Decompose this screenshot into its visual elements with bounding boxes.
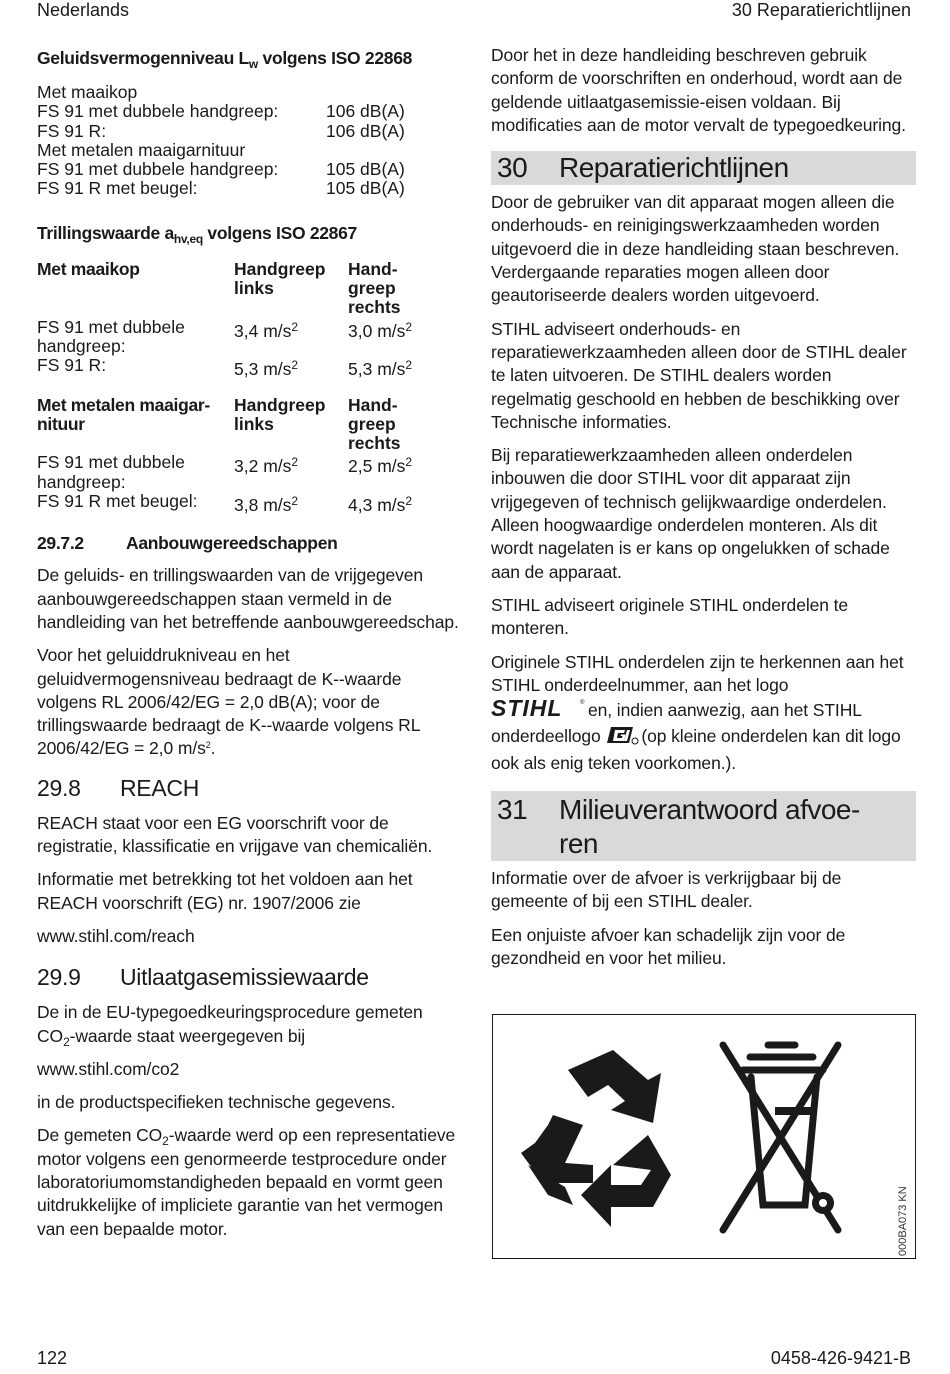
stihl-logo — [491, 697, 586, 725]
svg-text:STIHL: STIHL — [491, 697, 563, 720]
noise-row: Met metalen maaigarnituur — [37, 139, 246, 160]
paragraph: Bij reparatiewerkzaamheden alleen onderdelen inbouwen die door STIHL voor dit apparaat zijn vrijgegeven of technisch gelijkwaardige onderdelen. Alleen hoogwaardige onderdelen monteren. Als dit wordt nagelaten is er kans op ongelukken of schade aan de apparaat. — [491, 445, 890, 582]
noise-row: FS 91 met dubbele handgreep: 106 dB(A) — [37, 101, 405, 122]
recycle-bin-illustration — [493, 1015, 915, 1258]
co2-url: www.stihl.com/co2 — [37, 1058, 180, 1079]
table-row: FS 91 R: 5,3 $m/s^2$ 5,3 $m/s^2$ — [37, 355, 413, 380]
header-chapter: 30 Reparatierichtlijnen — [731, 0, 911, 20]
left-column — [37, 48, 462, 1251]
paragraph: REACH staat voor een EG voorschrift voor de registratie, klassificatie en vrijgave van chemicaliën. — [37, 812, 433, 857]
svg-text:®: ® — [580, 700, 585, 707]
reach-url: www.stihl.com/reach — [37, 925, 195, 946]
stihl-parts-logo-icon — [607, 725, 639, 751]
vibration-table-metal — [37, 396, 462, 516]
paragraph: Originele STIHL onderdelen zijn te herkennen aan het STIHL onderdeelnummer, aan het logo STIHL ® en, indien aanwezig, aan het STIHL onderdeellogo (op kleine onderdelen kan dit logo ook als enig teken voorkomen.). — [491, 651, 904, 773]
document-code: 0458-426-9421-B — [770, 1348, 911, 1368]
section-30-banner: 30 Reparatierichtlijnen — [491, 151, 916, 185]
section-29-7-2-heading: 29.7.2 Aanbouwgereedschappen — [37, 533, 338, 554]
vibration-table-maaikop — [37, 260, 462, 380]
noise-row: FS 91 met dubbele handgreep: 105 dB(A) — [37, 159, 405, 180]
page-number: 122 — [37, 1348, 68, 1368]
noise-row: Met maaikop — [37, 82, 138, 102]
paragraph: De in de EU-typegoedkeuringsprocedure gemeten $CO_2$-waarde staat weergegeven bij — [37, 1002, 423, 1049]
section-31-banner: 31 Milieuverantwoord afvoe- ren — [491, 791, 916, 861]
noise-row: FS 91 R: 106 dB(A) — [37, 120, 405, 141]
table-row: Met metalen maaigar- nituur Handgreep links Hand- greep rechts — [37, 394, 401, 454]
paragraph: De gemeten $CO_2$-waarde werd op een representatieve motor volgens een genormeerde testprocedure onder laboratoriumomstandigheden bepaald en vormt geen uitdrukkelijke of impliciete garantie van het vermogen van een bepaalde motor. — [37, 1125, 456, 1239]
paragraph: STIHL adviseert originele STIHL onderdelen te monteren. — [491, 594, 849, 639]
figure-code: 000BA073 KN — [897, 1186, 909, 1256]
paragraph: STIHL adviseert onderhouds- en reparatiewerkzaamheden alleen door de STIHL dealer te laten uitvoeren. De STIHL dealers worden regelmatig geschoold en hebben de beschikking over Technische informaties. — [491, 318, 907, 432]
right-column — [491, 44, 916, 980]
header-language: Nederlands — [37, 0, 130, 20]
vibration-title: Trillingswaarde $a_{hv,eq}$ volgens ISO 22867 — [37, 222, 357, 246]
table-row: Met maaikop Handgreep links Hand- greep rechts — [37, 258, 401, 318]
paragraph: Voor het geluiddrukniveau en het geluidvermogensniveau bedraagt de K--waarde volgens RL 2006/42/EG = 2,0 dB(A); voor de trillingswaarde bedraagt de K--waarde volgens RL 2006/42/EG = 2,0 $m/s^2$. — [37, 645, 420, 759]
paragraph: Informatie met betrekking tot het voldoen aan het REACH voorschrift (EG) nr. 1907/2006 zie — [37, 869, 413, 913]
section-29-9-heading: 29.9 Uitlaatgasemissiewaarde — [37, 964, 369, 991]
table-row: FS 91 R met beugel: 3,8 $m/s^2$ 4,3 $m/s^2$ — [37, 491, 413, 516]
disposal-figure — [492, 1014, 916, 1259]
paragraph: Door de gebruiker van dit apparaat mogen alleen die onderhouds- en reinigingswerkzaamheden worden uitgevoerd die in deze handleiding staan beschreven. Verdergaande reparaties mogen alleen door geautoriseerde dealers worden uitgevoerd. — [491, 192, 900, 306]
paragraph: Een onjuiste afvoer kan schadelijk zijn voor de gezondheid en voor het milieu. — [491, 924, 846, 968]
paragraph: Informatie over de afvoer is verkrijgbaar bij de gemeente of bij een STIHL dealer. — [491, 868, 842, 912]
paragraph: De geluids- en trillingswaarden van de vrijgegeven aanbouwgereedschappen staan vermeld in de handleiding van het betreffende aanbouwgereedschap. — [37, 565, 459, 632]
noise-title: Geluidsvermogenniveau $L_w$ volgens ISO 22868 — [37, 48, 413, 71]
recycle-icon — [521, 1050, 671, 1227]
paragraph: Door het in deze handleiding beschreven gebruik conform de voorschriften en onderhoud, wordt aan de geldende uitlaatgasemissie-eisen voldaan. Bij modificaties aan de motor vervalt de typegoedkeuring. — [491, 45, 906, 135]
table-row: FS 91 met dubbele handgreep: 3,4 $m/s^2$ 3,0 $m/s^2$ — [37, 316, 413, 356]
noise-spec-list — [37, 83, 462, 199]
paragraph: in de productspecifieken technische gegevens. — [37, 1092, 396, 1113]
section-29-8-heading: 29.8 REACH — [37, 774, 200, 801]
noise-row: FS 91 R met beugel: 105 dB(A) — [37, 178, 405, 199]
table-row: FS 91 met dubbele handgreep: 3,2 $m/s^2$ 2,5 $m/s^2$ — [37, 452, 413, 492]
